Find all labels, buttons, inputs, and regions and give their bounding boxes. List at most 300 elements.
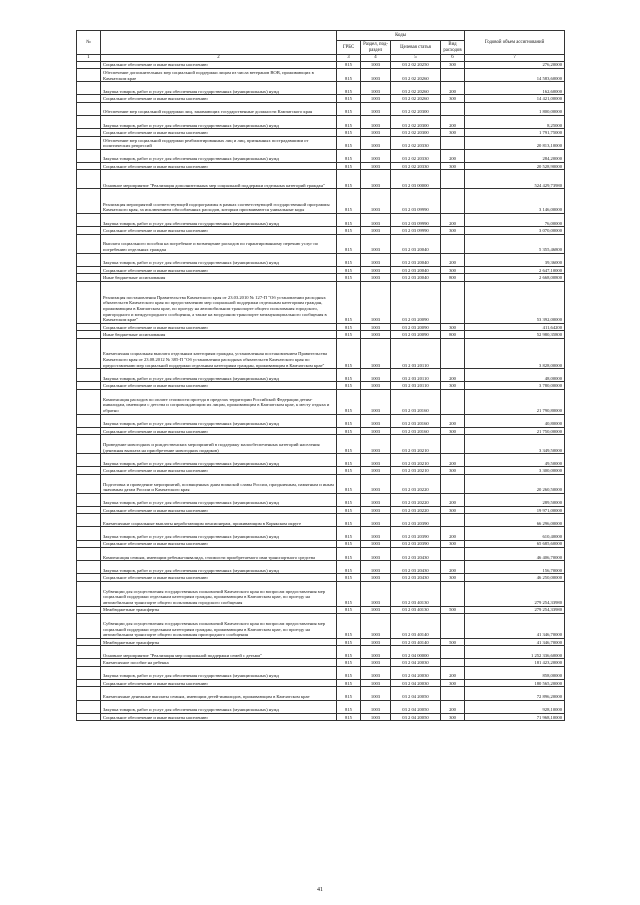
cell-grbs: 815 <box>337 666 361 679</box>
cell-sum: 3 828,00000 <box>465 338 565 369</box>
cell-number <box>77 61 101 68</box>
header-name <box>101 31 337 55</box>
cell-section: 1003 <box>361 274 391 281</box>
cell-number <box>77 149 101 162</box>
cell-name: Иные бюджетные ассигнования <box>101 331 337 338</box>
cell-expense-type: 200 <box>441 214 465 227</box>
cell-sum: 2 647,10000 <box>465 266 565 273</box>
cell-target: 03 2 02 20260 <box>391 82 441 95</box>
cell-grbs: 815 <box>337 427 361 434</box>
header-target: Целевая статья <box>391 41 441 55</box>
cell-name: Социальное обеспечение и иные выплаты населению <box>101 95 337 102</box>
cell-sum: 524 429,73980 <box>465 170 565 189</box>
cell-number <box>77 369 101 382</box>
header-grbs: ГРБС <box>337 41 361 55</box>
cell-section: 1003 <box>361 68 391 81</box>
cell-number <box>77 82 101 95</box>
cell-number <box>77 338 101 369</box>
cell-target: 03 2 02 20300 <box>391 102 441 115</box>
cell-name: Закупка товаров, работ и услуг для обеспечения государственных (муниципальных) нужд <box>101 454 337 467</box>
cell-expense-type <box>441 170 465 189</box>
table-row <box>77 574 565 581</box>
cell-number <box>77 506 101 513</box>
cell-section: 1003 <box>361 129 391 136</box>
cell-name: Закупка товаров, работ и услуг для обеспечения государственных (муниципальных) нужд <box>101 666 337 679</box>
cell-sum: 3 349,50000 <box>465 435 565 454</box>
table-row <box>77 493 565 506</box>
table-row <box>77 234 565 253</box>
cell-grbs: 815 <box>337 281 361 323</box>
cell-target: 03 2 03 20040 <box>391 234 441 253</box>
table-row <box>77 435 565 454</box>
cell-target: 03 2 03 20090 <box>391 331 441 338</box>
header-sum: Годовой объем ассигнований <box>465 31 565 55</box>
cell-number <box>77 115 101 128</box>
cell-target: 03 2 03 20110 <box>391 369 441 382</box>
cell-name: Обеспечение дополнительных мер социальной поддержки лицам из числа ветеранов ВОВ, проживающих в Камчатском крае <box>101 68 337 81</box>
cell-name: Социальное обеспечение и иные выплаты населению <box>101 574 337 581</box>
cell-grbs: 815 <box>337 646 361 659</box>
cell-grbs: 815 <box>337 136 361 149</box>
cell-name: Межбюджетные трансферты <box>101 638 337 645</box>
cell-target: 03 2 03 09990 <box>391 227 441 234</box>
cell-target: 03 2 03 20390 <box>391 527 441 540</box>
table-body <box>77 61 565 721</box>
header-expense-type: Вид расходов <box>441 41 465 55</box>
cell-sum: 2 668,00800 <box>465 274 565 281</box>
cell-sum: 1 791,75000 <box>465 129 565 136</box>
table-row <box>77 281 565 323</box>
cell-grbs: 815 <box>337 266 361 273</box>
cell-sum: 180 565,20000 <box>465 679 565 686</box>
cell-sum: 52 980,35800 <box>465 331 565 338</box>
cell-section: 1003 <box>361 514 391 527</box>
table-row <box>77 389 565 414</box>
cell-number <box>77 581 101 606</box>
cell-name: Социальное обеспечение и иные выплаты населению <box>101 713 337 720</box>
cell-number <box>77 95 101 102</box>
cell-section: 1003 <box>361 102 391 115</box>
cell-sum: 14 421,00000 <box>465 95 565 102</box>
cell-number <box>77 227 101 234</box>
cell-target: 03 2 03 20160 <box>391 389 441 414</box>
cell-name: Закупка товаров, работ и услуг для обеспечения государственных (муниципальных) нужд <box>101 149 337 162</box>
cell-target: 03 2 02 20300 <box>391 115 441 128</box>
cell-expense-type: 300 <box>441 266 465 273</box>
cell-grbs: 815 <box>337 614 361 639</box>
cell-sum: 72 896,20000 <box>465 687 565 700</box>
cell-name: Социальное обеспечение и иные выплаты населению <box>101 382 337 389</box>
cell-section: 1003 <box>361 389 391 414</box>
table-row <box>77 638 565 645</box>
cell-number <box>77 454 101 467</box>
cell-target: 03 2 03 20160 <box>391 427 441 434</box>
cell-target: 03 2 03 09990 <box>391 214 441 227</box>
cell-expense-type: 800 <box>441 331 465 338</box>
cell-sum: 19 971,00000 <box>465 506 565 513</box>
table-row <box>77 266 565 273</box>
cell-expense-type: 300 <box>441 162 465 169</box>
header-num-6: 6 <box>441 55 465 62</box>
cell-target: 03 2 02 20330 <box>391 136 441 149</box>
table-row <box>77 581 565 606</box>
cell-sum: 20 260,50000 <box>465 474 565 493</box>
cell-expense-type <box>441 659 465 666</box>
cell-sum: 3 070,00000 <box>465 227 565 234</box>
cell-sum: 279 254,33980 <box>465 606 565 613</box>
cell-number <box>77 713 101 720</box>
cell-section: 1003 <box>361 700 391 713</box>
cell-sum: 3 780,00000 <box>465 382 565 389</box>
cell-name: Иные бюджетные ассигнования <box>101 274 337 281</box>
cell-section: 1003 <box>361 369 391 382</box>
cell-section: 1003 <box>361 382 391 389</box>
cell-target: 03 2 03 40130 <box>391 606 441 613</box>
cell-name: Обеспечение мер социальной поддержки реабилитированных лиц и лиц, признанных пострадавшими от политических репрессий <box>101 136 337 149</box>
cell-expense-type: 500 <box>441 606 465 613</box>
cell-section: 1003 <box>361 331 391 338</box>
cell-target: 03 2 03 09990 <box>391 189 441 214</box>
table-row <box>77 214 565 227</box>
table-row <box>77 274 565 281</box>
cell-number <box>77 129 101 136</box>
table-row <box>77 687 565 700</box>
cell-target: 03 2 04 20050 <box>391 700 441 713</box>
header-codes: Коды <box>337 31 465 41</box>
cell-target: 03 2 03 20040 <box>391 253 441 266</box>
cell-number <box>77 659 101 666</box>
cell-target: 03 2 04 20050 <box>391 687 441 700</box>
cell-target: 03 2 03 20220 <box>391 474 441 493</box>
cell-number <box>77 514 101 527</box>
table-header <box>77 31 565 62</box>
cell-grbs: 815 <box>337 561 361 574</box>
cell-grbs: 815 <box>337 331 361 338</box>
cell-expense-type <box>441 646 465 659</box>
cell-name: Основное мероприятие "Реализация мер социальной поддержки семей с детьми" <box>101 646 337 659</box>
cell-name: Основное мероприятие "Реализация дополнительных мер социальной поддержки отдельных категорий граждан" <box>101 170 337 189</box>
cell-sum: 276,20000 <box>465 61 565 68</box>
cell-grbs: 815 <box>337 474 361 493</box>
table-row <box>77 115 565 128</box>
cell-name: Выплата социального пособия на погребение и возмещение расходов по гарантированному перечню услуг по погребению отдельных граждан <box>101 234 337 253</box>
cell-target: 03 2 04 20030 <box>391 679 441 686</box>
cell-name: Закупка товаров, работ и услуг для обеспечения государственных (муниципальных) нужд <box>101 253 337 266</box>
cell-target: 03 2 03 20430 <box>391 574 441 581</box>
cell-section: 1003 <box>361 61 391 68</box>
cell-expense-type <box>441 581 465 606</box>
cell-grbs: 815 <box>337 214 361 227</box>
cell-target: 03 2 03 00000 <box>391 170 441 189</box>
cell-expense-type: 200 <box>441 454 465 467</box>
table-row <box>77 162 565 169</box>
cell-expense-type: 300 <box>441 382 465 389</box>
cell-expense-type <box>441 389 465 414</box>
cell-grbs: 815 <box>337 382 361 389</box>
cell-expense-type: 200 <box>441 369 465 382</box>
cell-name: Закупка товаров, работ и услуг для обеспечения государственных (муниципальных) нужд <box>101 493 337 506</box>
cell-grbs: 815 <box>337 115 361 128</box>
cell-grbs: 815 <box>337 506 361 513</box>
cell-section: 1003 <box>361 162 391 169</box>
cell-grbs: 815 <box>337 68 361 81</box>
cell-name: Компенсация семьям, имеющим ребенка-инвалида, стоимости приобретаемого ими транспортного средства <box>101 548 337 561</box>
cell-section: 1003 <box>361 506 391 513</box>
table-row <box>77 149 565 162</box>
cell-name: Компенсация расходов по оплате стоимости проезда в пределах территории Российской Федерации детям-инвалидам, имеющим с детства и сопровождающим их лицам, проживающим в Камчатском крае, к месту отдыха и обратно <box>101 389 337 414</box>
cell-name: Социальное обеспечение и иные выплаты населению <box>101 540 337 547</box>
cell-target: 03 2 03 20040 <box>391 266 441 273</box>
cell-name: Обеспечение мер социальной поддержки лиц, занимающих государственные должности Камчатского края <box>101 102 337 115</box>
cell-section: 1003 <box>361 454 391 467</box>
cell-section: 1003 <box>361 614 391 639</box>
cell-number <box>77 666 101 679</box>
cell-expense-type <box>441 234 465 253</box>
cell-number <box>77 323 101 330</box>
cell-number <box>77 136 101 149</box>
cell-expense-type <box>441 687 465 700</box>
cell-name: Социальное обеспечение и иные выплаты населению <box>101 162 337 169</box>
cell-target: 03 2 03 20390 <box>391 514 441 527</box>
cell-sum: 53 392,00000 <box>465 281 565 323</box>
table-row <box>77 61 565 68</box>
cell-expense-type: 300 <box>441 61 465 68</box>
cell-grbs: 815 <box>337 274 361 281</box>
cell-sum: 21 790,80000 <box>465 389 565 414</box>
cell-section: 1003 <box>361 474 391 493</box>
cell-sum: 279 254,33980 <box>465 581 565 606</box>
table-row <box>77 427 565 434</box>
cell-number <box>77 266 101 273</box>
cell-grbs: 815 <box>337 170 361 189</box>
cell-section: 1003 <box>361 136 391 149</box>
cell-name: Реализация мероприятий соответствующей подпрограммы в рамках соответствующей государственной программы Камчатского края, за исключением обособленных расходов, которым присваиваются уникальные коды <box>101 189 337 214</box>
cell-expense-type <box>441 68 465 81</box>
cell-grbs: 815 <box>337 659 361 666</box>
cell-grbs: 815 <box>337 61 361 68</box>
cell-grbs: 815 <box>337 679 361 686</box>
table-row <box>77 700 565 713</box>
table-row <box>77 561 565 574</box>
cell-expense-type <box>441 189 465 214</box>
cell-target: 03 2 03 20090 <box>391 281 441 323</box>
cell-section: 1003 <box>361 606 391 613</box>
cell-number <box>77 646 101 659</box>
cell-grbs: 815 <box>337 82 361 95</box>
cell-expense-type: 300 <box>441 323 465 330</box>
cell-grbs: 815 <box>337 713 361 720</box>
cell-number <box>77 527 101 540</box>
cell-section: 1003 <box>361 427 391 434</box>
cell-expense-type: 200 <box>441 527 465 540</box>
cell-section: 1003 <box>361 266 391 273</box>
table-row <box>77 606 565 613</box>
cell-name: Закупка товаров, работ и услуг для обеспечения государственных (муниципальных) нужд <box>101 414 337 427</box>
cell-section: 1003 <box>361 227 391 234</box>
cell-section: 1003 <box>361 115 391 128</box>
table-row <box>77 414 565 427</box>
cell-target: 03 2 02 20300 <box>391 129 441 136</box>
cell-section: 1003 <box>361 493 391 506</box>
header-num-3: 3 <box>337 55 361 62</box>
cell-expense-type: 200 <box>441 149 465 162</box>
table-row <box>77 68 565 81</box>
table-row <box>77 338 565 369</box>
table-row <box>77 129 565 136</box>
cell-sum: 21 750,00000 <box>465 427 565 434</box>
cell-section: 1003 <box>361 638 391 645</box>
cell-number <box>77 574 101 581</box>
cell-expense-type: 300 <box>441 713 465 720</box>
cell-target: 03 2 02 20260 <box>391 95 441 102</box>
table-row <box>77 646 565 659</box>
cell-number <box>77 68 101 81</box>
table-row <box>77 713 565 720</box>
cell-grbs: 815 <box>337 227 361 234</box>
cell-section: 1003 <box>361 467 391 474</box>
cell-target: 03 2 03 20430 <box>391 548 441 561</box>
cell-expense-type: 800 <box>441 274 465 281</box>
cell-sum: 65 685,60000 <box>465 540 565 547</box>
table-row <box>77 170 565 189</box>
cell-section: 1003 <box>361 527 391 540</box>
cell-section: 1003 <box>361 548 391 561</box>
cell-name: Субвенции для осуществления государственных полномочий Камчатского края по вопросам предоставления мер социальной поддержки отдельным категориям граждан, проживающим в Камчатском крае, по проезду на автомобильном транспорте общего пользования пригородного сообщения <box>101 614 337 639</box>
cell-number <box>77 427 101 434</box>
cell-number <box>77 606 101 613</box>
cell-sum: 40,80000 <box>465 414 565 427</box>
cell-expense-type: 300 <box>441 679 465 686</box>
header-num-2: 2 <box>101 55 337 62</box>
cell-number <box>77 474 101 493</box>
cell-sum: 3 146,00000 <box>465 189 565 214</box>
cell-name: Социальное обеспечение и иные выплаты населению <box>101 266 337 273</box>
cell-section: 1003 <box>361 253 391 266</box>
cell-grbs: 815 <box>337 574 361 581</box>
cell-name: Социальное обеспечение и иные выплаты населению <box>101 323 337 330</box>
cell-target: 03 2 03 20390 <box>391 540 441 547</box>
cell-sum: 76,00000 <box>465 214 565 227</box>
cell-sum: 928,10000 <box>465 700 565 713</box>
cell-section: 1003 <box>361 646 391 659</box>
cell-number <box>77 189 101 214</box>
cell-target: 03 2 03 40130 <box>391 581 441 606</box>
cell-sum: 46 406,70000 <box>465 548 565 561</box>
table-row <box>77 514 565 527</box>
table-row <box>77 95 565 102</box>
cell-number <box>77 614 101 639</box>
cell-sum: 14 583,60000 <box>465 68 565 81</box>
cell-target: 03 2 03 20040 <box>391 274 441 281</box>
cell-section: 1003 <box>361 659 391 666</box>
cell-number <box>77 382 101 389</box>
cell-target: 03 2 03 20110 <box>391 382 441 389</box>
cell-number <box>77 493 101 506</box>
cell-expense-type: 300 <box>441 95 465 102</box>
header-num-7: 7 <box>465 55 565 62</box>
cell-sum: 8,25000 <box>465 115 565 128</box>
cell-grbs: 815 <box>337 369 361 382</box>
cell-grbs: 815 <box>337 149 361 162</box>
cell-expense-type: 200 <box>441 700 465 713</box>
cell-expense-type <box>441 514 465 527</box>
table-row <box>77 82 565 95</box>
cell-grbs: 815 <box>337 338 361 369</box>
table-row <box>77 189 565 214</box>
cell-number <box>77 414 101 427</box>
table-row <box>77 331 565 338</box>
cell-name: Ежемесячное пособие на ребенка <box>101 659 337 666</box>
cell-grbs: 815 <box>337 389 361 414</box>
cell-target: 03 2 03 20160 <box>391 414 441 427</box>
table-row <box>77 614 565 639</box>
cell-name: Реализация постановления Правительства Камчатского края от 23.03.2010 № 127-П "Об установлении расходных обязательств Камчатского края по предоставлению мер социальной поддержки отдельным категориям граждан, проживающим в Камчатском крае, по проезду на автомобильном транспорте общего пользования городского, пригородного и междугородного сообщения, а также на воздушном транспорте межмуниципального сообщения в Камчатском крае" <box>101 281 337 323</box>
cell-grbs: 815 <box>337 454 361 467</box>
cell-number <box>77 253 101 266</box>
cell-expense-type <box>441 548 465 561</box>
cell-section: 1003 <box>361 323 391 330</box>
cell-target: 03 2 03 20220 <box>391 493 441 506</box>
cell-number <box>77 389 101 414</box>
table-row <box>77 253 565 266</box>
cell-number <box>77 281 101 323</box>
cell-target: 03 2 04 00000 <box>391 646 441 659</box>
cell-expense-type: 300 <box>441 540 465 547</box>
cell-expense-type: 200 <box>441 115 465 128</box>
cell-name: Ежемесячная социальная выплата отдельным категориям граждан, установленная постановлением Правительства Камчатского края от 23.08.2012 № 385-П "Об установлении расходных обязательств Камчатского края по предоставлению мер социальной поддержки отдельным категориям граждан, проживающим в Камчатском крае" <box>101 338 337 369</box>
cell-name: Закупка товаров, работ и услуг для обеспечения государственных (муниципальных) нужд <box>101 369 337 382</box>
cell-sum: 20 813,10000 <box>465 136 565 149</box>
cell-expense-type <box>441 102 465 115</box>
cell-grbs: 815 <box>337 162 361 169</box>
cell-section: 1003 <box>361 679 391 686</box>
cell-name: Закупка товаров, работ и услуг для обеспечения государственных (муниципальных) нужд <box>101 115 337 128</box>
cell-section: 1003 <box>361 540 391 547</box>
cell-sum: 1 252 336,60000 <box>465 646 565 659</box>
table-row <box>77 666 565 679</box>
table-row <box>77 506 565 513</box>
cell-sum: 66 296,00000 <box>465 514 565 527</box>
cell-grbs: 815 <box>337 435 361 454</box>
cell-expense-type: 200 <box>441 561 465 574</box>
cell-expense-type <box>441 614 465 639</box>
cell-number <box>77 331 101 338</box>
cell-grbs: 815 <box>337 638 361 645</box>
cell-grbs: 815 <box>337 581 361 606</box>
cell-grbs: 815 <box>337 700 361 713</box>
cell-section: 1003 <box>361 414 391 427</box>
cell-expense-type: 300 <box>441 129 465 136</box>
cell-sum: 39,36000 <box>465 253 565 266</box>
cell-target: 03 2 03 20220 <box>391 506 441 513</box>
cell-target: 03 2 02 20250 <box>391 61 441 68</box>
table-row <box>77 102 565 115</box>
header-num-4: 4 <box>361 55 391 62</box>
cell-expense-type: 200 <box>441 253 465 266</box>
cell-target: 03 2 03 20090 <box>391 323 441 330</box>
cell-number <box>77 214 101 227</box>
table-row <box>77 540 565 547</box>
table-row <box>77 527 565 540</box>
cell-target: 03 2 03 20210 <box>391 467 441 474</box>
cell-target: 03 2 03 20110 <box>391 338 441 369</box>
cell-expense-type: 200 <box>441 414 465 427</box>
cell-section: 1003 <box>361 189 391 214</box>
table-row <box>77 382 565 389</box>
cell-name: Социальное обеспечение и иные выплаты населению <box>101 61 337 68</box>
cell-section: 1003 <box>361 95 391 102</box>
cell-section: 1003 <box>361 574 391 581</box>
